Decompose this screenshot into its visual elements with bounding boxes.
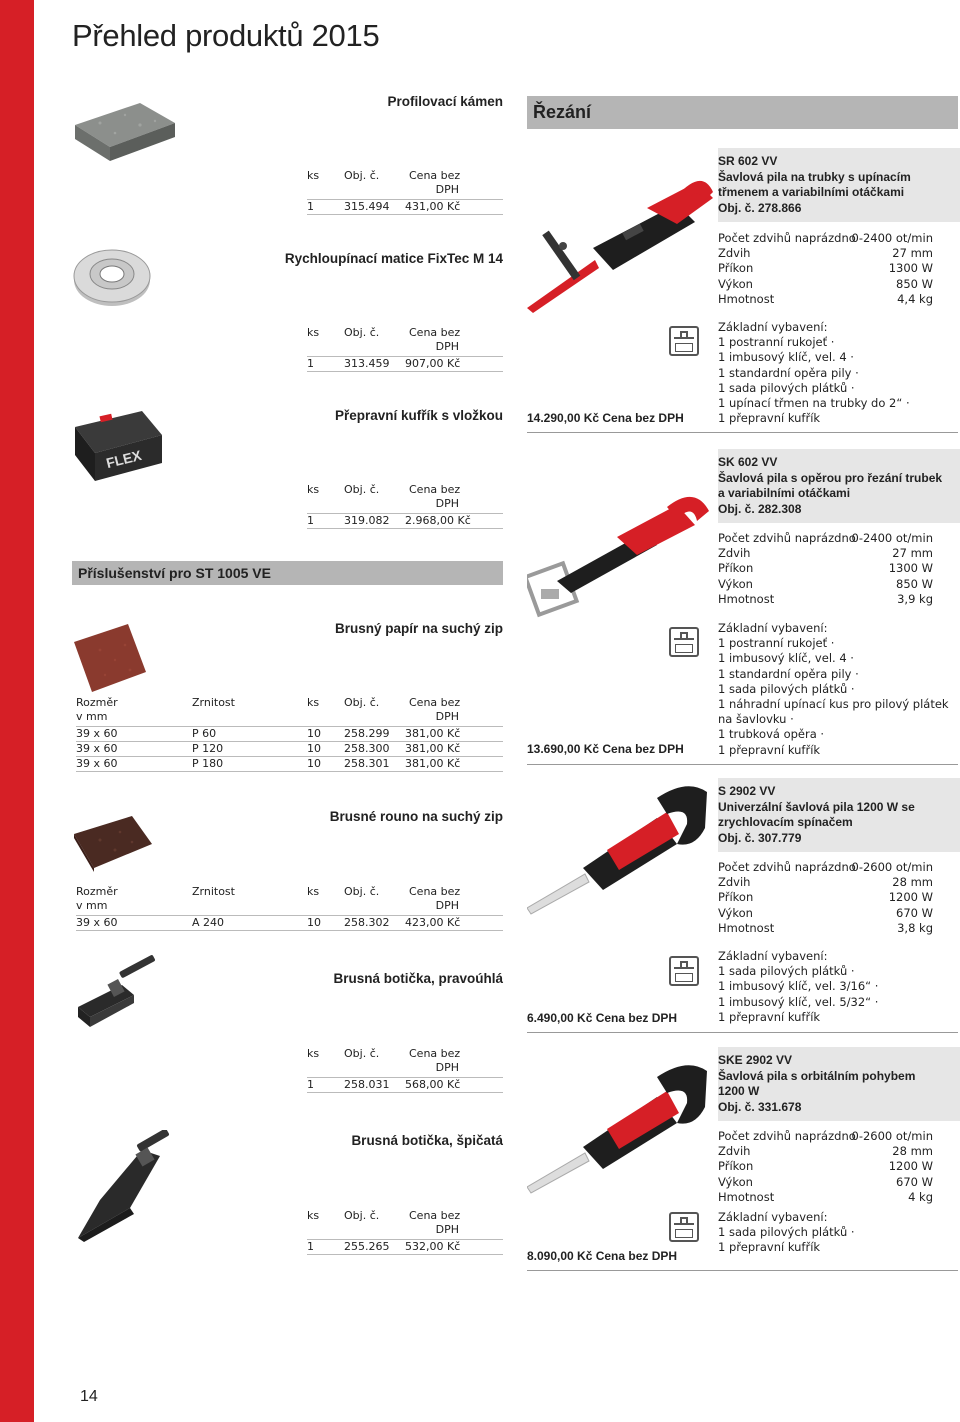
col-price: Cena bez DPH [409,169,461,196]
divider [527,1032,958,1033]
saw-s2902-image [527,778,717,918]
page-title: Přehled produktů 2015 [72,18,380,53]
saw-ske2902-image [527,1047,717,1197]
brand-red-bar [0,0,34,1422]
saw-specs: Počet zdvihů naprázdno 0-2400 ot/min Zdvih 27 mm Příkon 1300 W Výkon 850 W Hmotnost 3,9 kg [718,531,933,606]
carrying-case-icon [669,956,699,986]
saw-equipment: Základní vybavení: 1 postranní rukojeť · 1 imbusový klíč, vel. 4 · 1 standardní opěra pily · 1 sada pilových plátků · 1 náhradní upínací kus pro pilový plátek na šavlovku · 1 trubková opěra · 1 přepravní kufřík [718,621,949,757]
sanding-fleece-image [70,810,155,875]
sanding-paper-image [70,620,150,695]
saw-sk602-image [527,489,717,624]
col-obj: Obj. č. [344,169,380,182]
carrying-case-icon [669,326,699,356]
saw-equipment: Základní vybavení: 1 postranní rukojeť · 1 imbusový klíč, vel. 4 · 1 standardní opěra pily · 1 sada pilových plátků · 1 upínací třmen na trubky do 2“ · 1 přepravní kufřík [718,320,910,426]
product-table [307,169,503,215]
saw-price: 14.290,00 Kč Cena bez DPH [527,411,684,425]
saw-equipment: Základní vybavení: 1 sada pilových plátků · 1 imbusový klíč, vel. 3/16“ · 1 imbusový klíč, vel. 5/32“ · 1 přepravní kufřík [718,949,879,1024]
saw-specs: Počet zdvihů naprázdno 0-2600 ot/min Zdvih 28 mm Příkon 1200 W Výkon 670 W Hmotnost 3,8 kg [718,860,933,935]
divider [527,432,958,433]
product-title: Profilovací kámen [387,94,503,109]
saw-sr602-image [527,168,717,313]
saw-product-sr602 [527,148,958,434]
table-row: 1 315.494 431,00 Kč [307,200,503,215]
product-title: Brusné rouno na suchý zip [329,809,503,824]
saw-product-ske2902 [527,1047,958,1272]
product-title: Brusná botička, špičatá [351,1133,503,1148]
saw-header: S 2902 VV Univerzální šavlová pila 1200 W se zrychlovacím spínačem Obj. č. 307.779 [718,778,960,852]
product-table: ks Obj. č. Cena bez DPH 1 313.459 907,00 Kč [307,326,503,372]
saw-product-s2902 [527,778,958,1033]
saw-specs: Počet zdvihů naprázdno 0-2600 ot/min Zdvih 28 mm Příkon 1200 W Výkon 670 W Hmotnost 4 kg [718,1129,933,1204]
saw-header: SK 602 VV Šavlová pila s opěrou pro řezání trubek a variabilními otáčkami Obj. č. 282.308 [718,449,960,523]
col-ks: ks [307,169,320,182]
product-table: Rozměr v mm Zrnitost ks Obj. č. Cena bez DPH 39 x 60 P 60 10 258.299 381,00 Kč 39 x 60 P 120 10 258.300 381,00 Kč 39 x 60 P 180 10 258.301 381,00 Kč [76,696,503,772]
section-header-cutting: Řezání [527,96,958,129]
section-header-accessories: Příslušenství pro ST 1005 VE [72,561,503,585]
table-row: 1 313.459 907,00 Kč [307,357,503,372]
saw-equipment: Základní vybavení: 1 sada pilových plátků · 1 přepravní kufřík [718,1210,855,1255]
table-row: 39 x 60 A 240 10 258.302 423,00 Kč [76,916,503,931]
carrying-case-image [70,405,165,485]
saw-product-sk602 [527,449,958,765]
profiling-stone-image [70,95,180,165]
case-logo: FLEX [104,446,144,472]
product-title: Brusná botička, pravoúhlá [333,971,503,986]
saw-price: 8.090,00 Kč Cena bez DPH [527,1249,678,1263]
product-table: ks Obj. č. Cena bez DPH 1 258.031 568,00 Kč [307,1047,503,1093]
saw-header: SR 602 VV Šavlová pila na trubky s upínacím třmenem a variabilními otáčkami Obj. č. 278.866 [718,148,960,222]
table-row: 39 x 60 P 180 10 258.301 381,00 Kč [76,757,503,772]
carrying-case-icon [669,1212,699,1242]
product-table: ks Obj. č. Cena bez DPH 1 319.082 2.968,00 Kč [307,483,503,529]
product-title: Brusný papír na suchý zip [334,621,503,636]
product-title: Přepravní kufřík s vložkou [334,408,503,423]
saw-specs: Počet zdvihů naprázdno 0-2400 ot/min Zdvih 27 mm Příkon 1300 W Výkon 850 W Hmotnost 4,4 kg [718,231,933,306]
product-table: Rozměr v mm Zrnitost ks Obj. č. Cena bez DPH 39 x 60 A 240 10 258.302 423,00 Kč [76,885,503,931]
table-row: 1 255.265 532,00 Kč [307,1240,503,1255]
product-table: ks Obj. č. Cena bez DPH 1 255.265 532,00 Kč [307,1209,503,1255]
quick-nut-image [70,240,155,310]
table-row: 1 319.082 2.968,00 Kč [307,514,503,529]
saw-price: 6.490,00 Kč Cena bez DPH [527,1011,678,1025]
page-number: 14 [80,1388,98,1405]
table-row: 39 x 60 P 120 10 258.300 381,00 Kč [76,742,503,757]
sanding-shoe-pointed-image [70,1130,175,1245]
carrying-case-icon [669,627,699,657]
table-row: 1 258.031 568,00 Kč [307,1078,503,1093]
product-title: Rychloupínací matice FixTec M 14 [284,251,503,266]
saw-price: 13.690,00 Kč Cena bez DPH [527,742,684,756]
sanding-shoe-rectangular-image [70,955,170,1035]
saw-header: SKE 2902 VV Šavlová pila s orbitálním pohybem 1200 W Obj. č. 331.678 [718,1047,960,1121]
divider [527,764,958,765]
table-row: 39 x 60 P 60 10 258.299 381,00 Kč [76,727,503,742]
divider [527,1270,958,1271]
